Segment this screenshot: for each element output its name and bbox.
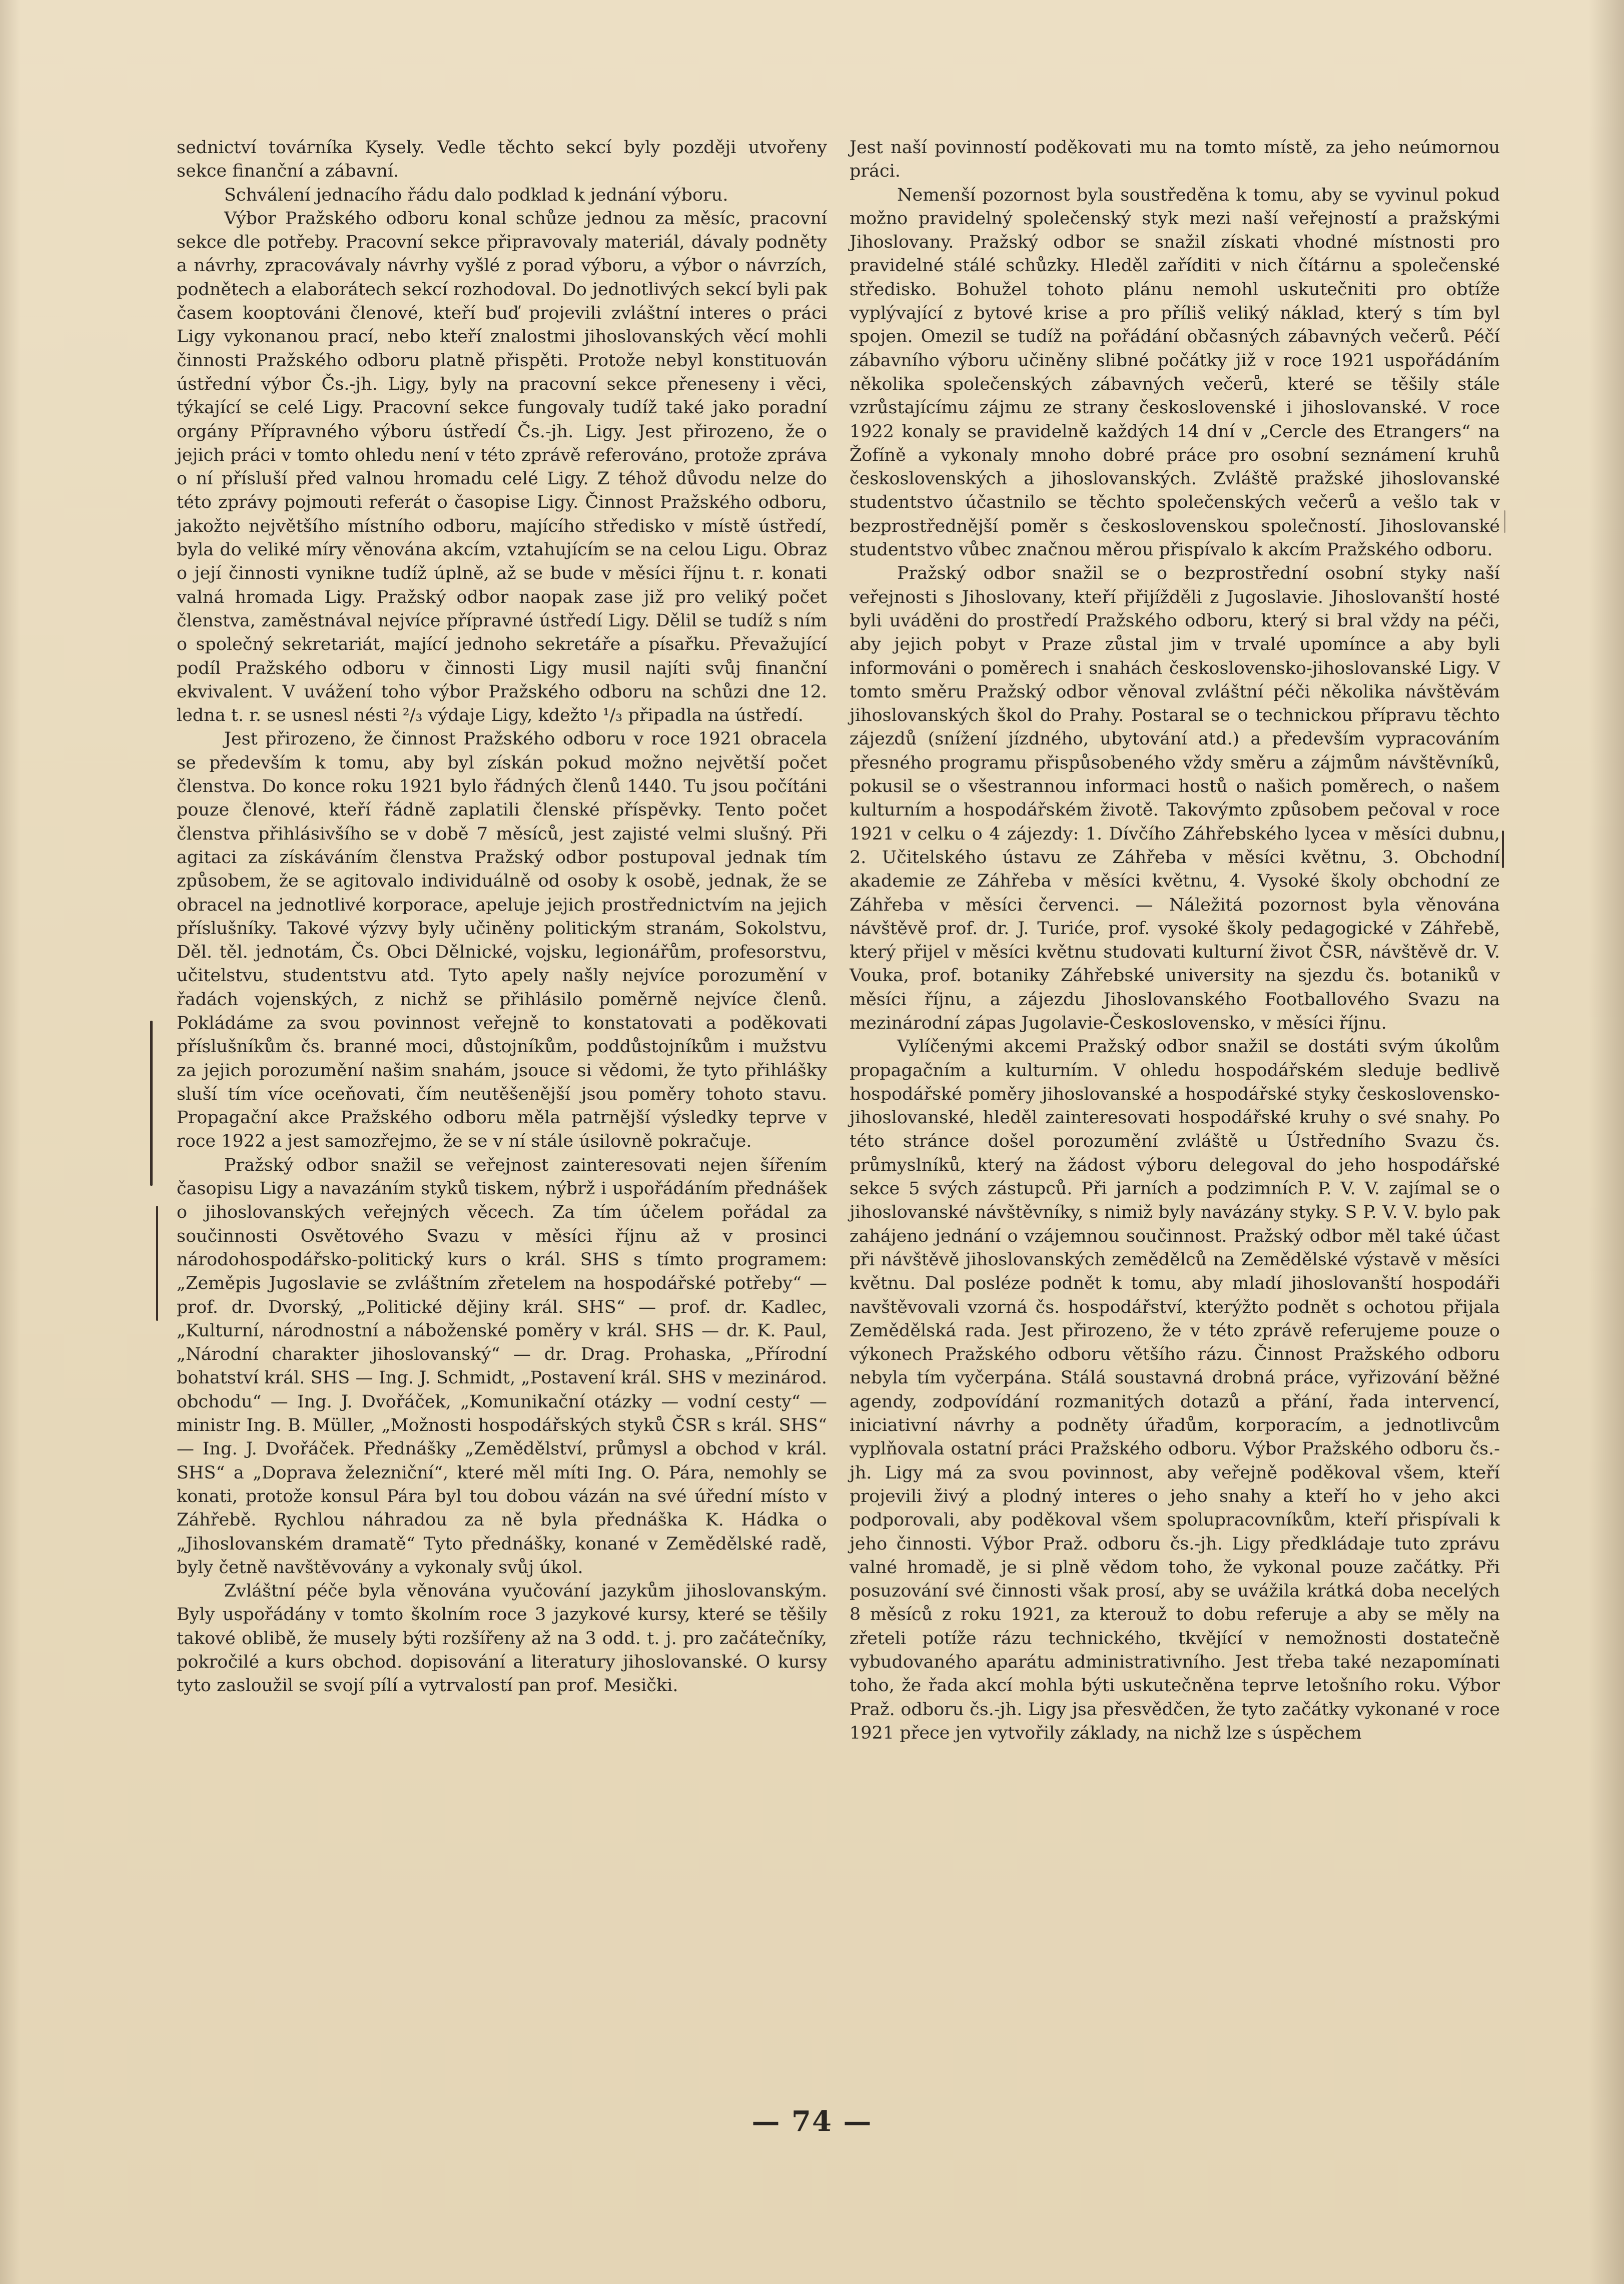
page-edge-shadow-right xyxy=(1589,0,1624,2284)
paragraph: Pražský odbor snažil se o bezprostřední osobní styky naší veřejnosti s Jihoslovany, kteří přijížděli z Jugoslavie. Jihoslovanští hosté byli uváděni do prostředí Pražského odboru, který si bral vždy na péči, aby jejich pobyt v Praze zůstal jim v trvalé upomínce a aby byli informováni o poměrech i snahách československo-jihoslovanské Ligy. V tomto směru Pražský odbor věnoval zvláštní péči několika návštěvám jihoslovanských škol do Prahy. Postaral se o technickou přípravu těchto zájezdů (snížení jízdného, ubytování atd.) a především vypracováním přesného programu přispůsobeného vždy směru a zájmům návštěvníků, pokusil se o všestrannou informaci hostů o našich poměrech, o našem kulturním a hospodářském životě. Takovýmto způsobem pečoval v roce 1921 v celku o 4 zájezdy: 1. Dívčího Záhřebského lycea v měsíci dubnu, 2. Učitelského ústavu ze Záhřeba v měsíci květnu, 3. Obchodní akademie ze Záhřeba v měsíci květnu, 4. Vysoké školy obchodní ze Záhřeba v měsíci červenci. — Náležitá pozornost byla věnována návštěvě prof. dr. J. Turiće, prof. vysoké školy pedagogické v Záhřebě, který přijel v měsíci květnu studovati kulturní život ČSR, návštěvě dr. V. Vouka, prof. botaniky Záhřebské university na sjezdu čs. botaniků v měsíci říjnu, a zájezdu Jihoslovanského Footballového Svazu na mezinárodní zápas Jugolavie-Československo, v měsíci říjnu. xyxy=(850,563,1500,1033)
paragraph: Vylíčenými akcemi Pražský odbor snažil se dostáti svým úkolům propagačním a kulturním. V ohledu hospodářském sleduje bedlivě hospodářské poměry jihoslovanské a hospodářské styky československo-jihoslovanské, hleděl zainteresovati hospodářské kruhy o své snahy. Po této stránce došel porozumění zvláště u Ústředního Svazu čs. průmyslníků, který na žádost výboru delegoval do jeho hospodářské sekce 5 svých zástupců. Při jarních a podzimních P. V. V. zajímal se o jihoslovanské návštěvníky, s nimiž byly navázány styky. S P. V. V. bylo pak zahájeno jednání o vzájemnou součinnost. Pražský odbor měl také účast při návštěvě jihoslovanských zemědělců na Zemědělské výstavě v měsíci květnu. Dal posléze podnět k tomu, aby mladí jihoslovanští hospodáři navštěvovali vzorná čs. hospodářství, kterýžto podnět s ochotou přijala Zemědělská rada. Jest přirozeno, že v této zprávě referujeme pouze o výkonech Pražského odboru většího rázu. Činnost Pražského odboru nebyla tím vyčerpána. Stálá soustavná drobná práce, vyřizování běžné agendy, zodpovídání rozmanitých dotazů a přání, řada intervencí, iniciativní návrhy a podněty úřadům, korporacím, a jednotlivcům vyplňovala ostatní práci Pražského odboru. Výbor Pražského odboru čs.-jh. Ligy má za svou povinnost, aby veřejně poděkoval všem, kteří projevili živý a plodný interes o jeho snahy a kteří ho v jeho akci podporovali, aby poděkoval všem spolupracovníkům, kteří přispívali k jeho činnosti. Výbor Praž. odboru čs.-jh. Ligy předkládaje tuto zprávu valné hromadě, je si plně vědom toho, že vykonal pouze začátky. Při posuzování své činnosti však prosí, aby se uvážila krátká doba necelých 8 měsíců z roku 1921, za kterouž to dobu referuje a aby se měly na zřeteli potíže rázu technického, tkvějící v nemožnosti dostatečně vybudovaného aparátu administrativního. Jest třeba také nezapomínati toho, že řada akcí mohla býti uskutečněna teprve letošního roku. Výbor Praž. odboru čs.-jh. Ligy jsa přesvědčen, že tyto začátky vykonané v roce 1921 přece jen vytvořily základy, na nichž lze s úspěchem xyxy=(850,1037,1500,1743)
paragraph: sednictví továrníka Kysely. Vedle těchto sekcí byly později utvořeny sekce finanční a zábavní. xyxy=(177,138,827,182)
margin-mark-right xyxy=(1502,831,1504,868)
paragraph: Jest přirozeno, že činnost Pražského odboru v roce 1921 obracela se především k tomu, aby byl získán pokud možno největší počet členstva. Do konce roku 1921 bylo řádných členů 1440. Tu jsou počítáni pouze členové, kteří řádně zaplatili členské příspěvky. Tento počet členstva přihlásivšího se v době 7 měsíců, jest zajisté velmi slušný. Při agitaci za získáváním členstva Pražský odbor postupoval jednak tím způsobem, že se agitovalo individuálně od osoby k osobě, jednak, že se obracel na jednotlivé korporace, apeluje jejich prostřednictvím na jejich příslušníky. Takové výzvy byly učiněny politickým stranám, Sokolstvu, Děl. těl. jednotám, Čs. Obci Dělnické, vojsku, legionářům, profesorstvu, učitelstvu, studentstvu atd. Tyto apely našly nejvíce porozumění v řadách vojenských, z nichž se přihlásilo poměrně nejvíce členů. Pokládáme za svou povinnost veřejně to konstatovati a poděkovati příslušníkům čs. branné moci, důstojníkům, poddůstojníkům i mužstvu za jejich porozumění našim snahám, jsouce si vědomi, že tyto přihlášky sluší tím více oceňovati, čím neutěšenější jsou poměry tohoto stavu. Propagační akce Pražského odboru měla patrnější výsledky teprve v roce 1922 a jest samozřejmo, že se v ní stále úsilovně pokračuje. xyxy=(177,729,827,1152)
margin-mark-left-2 xyxy=(156,1206,158,1321)
paragraph: Jest naší povinností poděkovati mu na tomto místě, za jeho neúmornou práci. xyxy=(850,138,1500,182)
paragraph: Nemenší pozornost byla soustředěna k tomu, aby se vyvinul pokud možno pravidelný společenský styk mezi naší veřejností a pražskými Jihoslovany. Pražský odbor se snažil získati vhodné místnosti pro pravidelné stálé schůzky. Hleděl zaříditi v nich čítárnu a společenské středisko. Bohužel tohoto plánu nemohl uskutečniti pro obtíže vyplývající z bytové krise a pro příliš veliký náklad, který s tím byl spojen. Omezil se tudíž na pořádání občasných zábavných večerů. Péčí zábavního výboru učiněny slibné počátky již v roce 1921 uspořádáním několika společenských zábavných večerů, které se těšily stále vzrůstajícímu zájmu ze strany československé i jihoslovanské. V roce 1922 konaly se pravidelně každých 14 dní v „Cercle des Etrangers“ na Žofíně a vykonaly mnoho dobré práce pro osobní seznámení kruhů československých a jihoslovanských. Zvláště pražské jihoslovanské studentstvo účastnilo se těchto společenských večerů a vešlo tak v bezprostřednější poměr s československou společností. Jihoslovanské studentstvo vůbec značnou měrou přispívalo k akcím Pražského odboru. xyxy=(850,185,1500,560)
paragraph: Zvláštní péče byla věnována vyučování jazykům jihoslovanským. Byly uspořádány v tomto školním roce 3 jazykové kursy, které se těšily takové oblibě, že musely býti rozšířeny až na 3 odd. t. j. pro začátečníky, pokročilé a kurs obchod. dopisování a literatury jihoslovanské. O kursy tyto zasloužil se svojí pílí a vytrvalostí pan prof. Mesički. xyxy=(177,1581,827,1696)
page-edge-shadow-left xyxy=(0,0,20,2284)
margin-mark-left xyxy=(150,1021,153,1186)
right-column xyxy=(850,136,1500,1745)
page-number: — 74 — xyxy=(751,2105,873,2138)
left-column xyxy=(177,136,827,1698)
paragraph: Pražský odbor snažil se veřejnost zainteresovati nejen šířením časopisu Ligy a navazáním styků tiskem, nýbrž i uspořádáním přednášek o jihoslovanských veřejných věcech. Za tím účelem pořádal za součinnosti Osvětového Svazu v měsíci říjnu až v prosinci národohospodářsko-politický kurs o král. SHS s tímto programem: „Zeměpis Jugoslavie se zvláštním zřetelem na hospodářské potřeby“ — prof. dr. Dvorský, „Politické dějiny král. SHS“ — prof. dr. Kadlec, „Kulturní, národnostní a náboženské poměry v král. SHS — dr. K. Paul, „Národní charakter jihoslovanský“ — dr. Drag. Prohaska, „Přírodní bohatství král. SHS — Ing. J. Schmidt, „Postavení král. SHS v mezinárod. obchodu“ — Ing. J. Dvořáček, „Komunikační otázky — vodní cesty“ — ministr Ing. B. Müller, „Možnosti hospodářských styků ČSR s král. SHS“ — Ing. J. Dvořáček. Přednášky „Zemědělství, průmysl a obchod v král. SHS“ a „Doprava železniční“, které měl míti Ing. O. Pára, nemohly se konati, protože konsul Pára byl tou dobou vázán na své úřední místo v Záhřebě. Rychlou náhradou za ně byla přednáška K. Hádka o „Jihoslovanském dramatě“ Tyto přednášky, konané v Zemědělské radě, byly četně navštěvovány a vykonaly svůj úkol. xyxy=(177,1155,827,1578)
paragraph: Schválení jednacího řádu dalo podklad k jednání výboru. xyxy=(224,185,728,205)
paragraph: Výbor Pražského odboru konal schůze jednou za měsíc, pracovní sekce dle potřeby. Pracovní sekce připravovaly materiál, dávaly podněty a návrhy, zpracovávaly návrhy vyšlé z porad výboru, a výbor o návrzích, podnětech a elaborátech sekcí rozhodoval. Do jednotlivých sekcí byli pak časem kooptováni členové, kteří buď projevili zvláštní interes o práci Ligy vykonanou prací, nebo kteří znalostmi jihoslovanských věcí mohli činnosti Pražského odboru platně přispěti. Protože nebyl konstituován ústřední výbor Čs.-jh. Ligy, byly na pracovní sekce přeneseny i věci, týkající se celé Ligy. Pracovní sekce fungovaly tudíž také jako poradní orgány Přípravného výboru ústředí Čs.-jh. Ligy. Jest přirozeno, že o jejich práci v tomto ohledu není v této zprávě referováno, protože zpráva o ní přísluší před valnou hromadu celé Ligy. Z téhož důvodu nelze do této zprávy pojmouti referát o časopise Ligy. Činnost Pražského odboru, jakožto největšího místního odboru, majícího středisko v místě ústředí, byla do veliké míry věnována akcím, vztahujícím se na celou Ligu. Obraz o její činnosti vynikne tudíž úplně, až se bude v měsíci říjnu t. r. konati valná hromada Ligy. Pražský odbor naopak zase již pro veliký počet členstva, zaměstnával nejvíce přípravné ústředí Ligy. Dělil se tudíž s ním o společný sekretariát, mající jednoho sekretáře a písařku. Převažující podíl Pražského odboru v činnosti Ligy musil najíti svůj finanční ekvivalent. V uvážení toho výbor Pražského odboru na schůzi dne 12. ledna t. r. se usnesl nésti ²/₃ výdaje Ligy, kdežto ¹/₃ připadla na ústředí. xyxy=(177,208,827,726)
margin-mark-right-2 xyxy=(1504,510,1505,533)
